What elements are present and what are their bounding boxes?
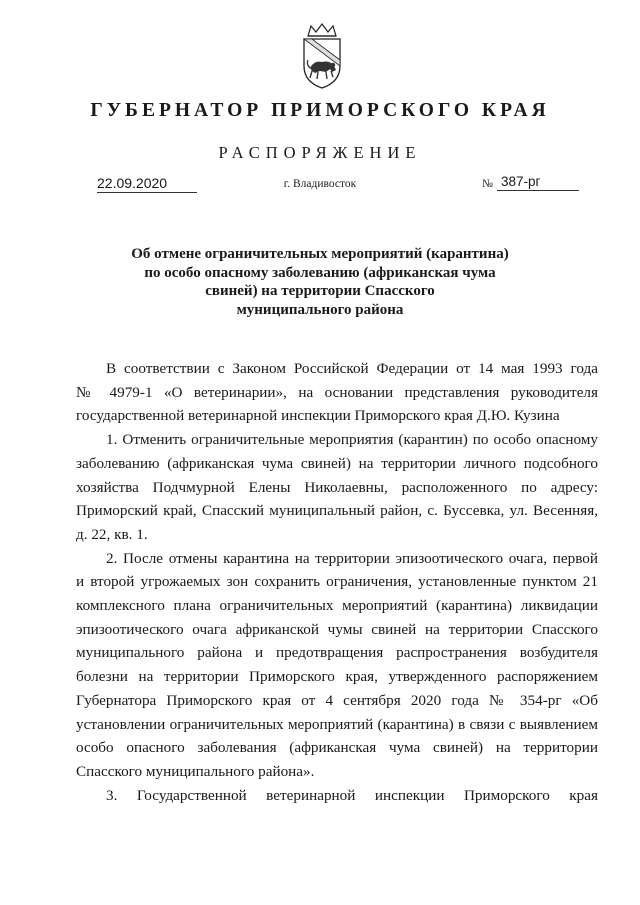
primorsky-krai-coat-of-arms-icon: [298, 22, 346, 90]
text-line: муниципального района и предотвращения распространения возбудителя: [76, 644, 598, 662]
text-line: Приморский край, Спасский муниципальный район, с. Буссевка, ул. Весенняя,: [76, 502, 598, 520]
text-line: д. 22, кв. 1.: [76, 525, 148, 543]
title-line: свиней) на территории Спасского: [205, 283, 435, 299]
number-label: №: [482, 178, 493, 190]
clause-2-paragraph: [76, 547, 598, 784]
document-number: 387-рг: [497, 174, 579, 191]
text-line: государственной ветеринарной инспекции Приморского края Д.Ю. Кузина: [76, 407, 560, 425]
text-line: особо опасного заболевания (африканская чума свиней) на территории: [76, 739, 598, 757]
preamble-paragraph: [76, 357, 598, 428]
text-line: В соответствии с Законом Российской Федерации от 14 мая 1993 года: [106, 360, 598, 377]
text-line: 2. После отмены карантина на территории эпизоотического очага, первой: [106, 549, 598, 567]
text-line: 1. Отменить ограничительные мероприятия (карантин) по особо опасному: [106, 431, 598, 449]
text-line: 3. Государственной ветеринарной инспекции Приморского края: [106, 786, 598, 804]
document-type: РАСПОРЯЖЕНИЕ: [218, 143, 422, 162]
document-city: г. Владивосток: [283, 178, 357, 190]
text-line: хозяйства Подчмурной Елены Николаевны, расположенного по адресу:: [76, 478, 598, 496]
title-line: муниципального района: [236, 301, 404, 318]
text-line: и второй угрожаемых зон сохранить ограничения, установленные пунктом 21: [76, 573, 598, 591]
clause-1-paragraph: [76, 428, 598, 547]
text-line: Губернатора Приморского края от 4 сентября 2020 года № 354-рг «Об: [76, 691, 598, 709]
text-line: болезни на территории Приморского края, утвержденного распоряжением: [76, 668, 598, 686]
text-line: № 4979-1 «О ветеринарии», на основании представления руководителя: [76, 383, 598, 401]
title-line: по особо опасному заболеванию (африканская чума: [144, 264, 496, 281]
title-line: Об отмене ограничительных мероприятий (карантина): [131, 246, 509, 262]
text-line: заболеванию (африканская чума свиней) на территории личного подсобного: [76, 454, 598, 472]
text-line: комплексного плана ограничительных мероприятий (карантина) ликвидации: [76, 597, 598, 615]
text-line: установлении ограничительных мероприятий (карантина) в связи с выявлением: [76, 715, 598, 733]
issuing-authority: ГУБЕРНАТОР ПРИМОРСКОГО КРАЯ: [90, 100, 550, 121]
text-line: эпизоотического очага африканской чумы свиней на территории Спасского: [76, 620, 598, 638]
document-title: [120, 245, 520, 319]
clause-3-paragraph: [76, 784, 598, 808]
document-date: 22.09.2020: [97, 175, 197, 193]
text-line: Спасского муниципального района».: [76, 762, 315, 780]
document-body: [76, 357, 598, 807]
